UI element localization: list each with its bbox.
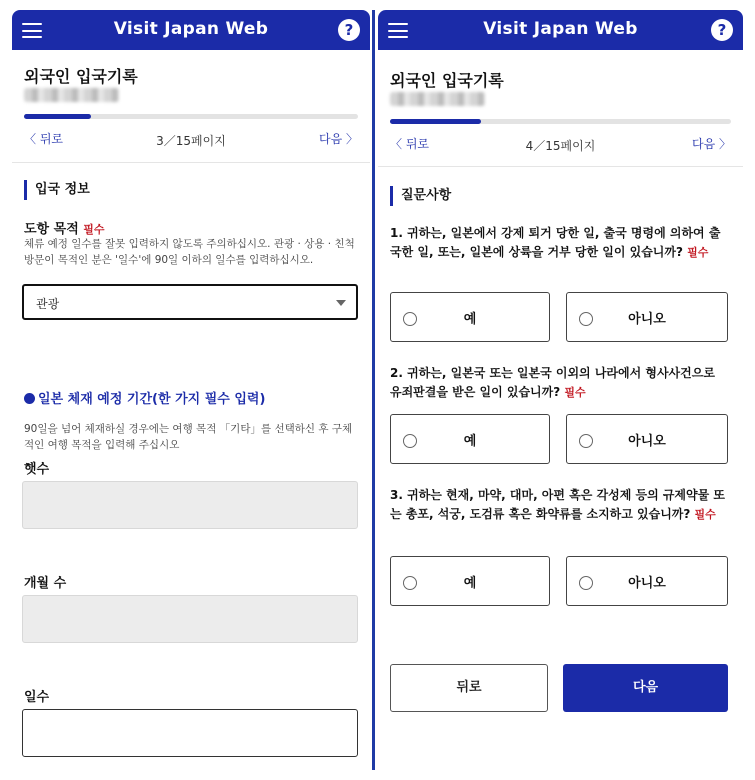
chevron-down-icon	[336, 300, 346, 306]
help-icon[interactable]: ?	[338, 19, 360, 41]
option-label: 아니오	[628, 312, 666, 327]
purpose-description: 체류 예정 일수를 잘못 입력하지 않도록 주의하십시오. 관광 · 상용 · 친척 방문이 목적인 분은 '일수'에 90일 이하의 일수를 입력하십시오.	[24, 238, 355, 266]
page-indicator: 3／15페이지	[156, 134, 226, 148]
stay-period-description: 90일을 넘어 체재하실 경우에는 여행 목적 「기타」를 선택하신 후 구체적인 여행 목적을 입력해 주십시오	[24, 423, 353, 451]
required-badge: 필수	[83, 223, 105, 236]
back-button[interactable]: 뒤로	[390, 664, 548, 712]
option-label: 예	[463, 312, 477, 327]
purpose-select-value: 관광	[36, 297, 60, 311]
purpose-select[interactable]	[22, 284, 358, 320]
required-badge: 필수	[564, 386, 586, 399]
option-label: 아니오	[628, 576, 666, 591]
months-label: 개월 수	[24, 576, 67, 591]
question-1-text: 1. 귀하는, 일본에서 강제 퇴거 당한 일, 출국 명령에 의하여 출국한 일, 또는, 일본에 상륙을 거부 당한 일이 있습니까?	[390, 226, 721, 259]
next-link[interactable]: 다음 〉	[692, 137, 731, 151]
next-button[interactable]: 다음	[563, 664, 728, 712]
app-title: Visit Japan Web	[113, 19, 269, 39]
page-title: 외국인 입국기록	[390, 71, 504, 90]
years-label: 햇수	[24, 462, 50, 477]
back-link[interactable]: 〈 뒤로	[390, 137, 429, 151]
section-title: 입국 정보	[24, 180, 90, 200]
purpose-label	[24, 218, 105, 237]
option-label: 예	[463, 576, 477, 591]
purpose-label-text: 도항 목적	[24, 222, 79, 237]
right-screen	[378, 0, 743, 780]
left-screen	[12, 0, 370, 780]
years-input	[22, 481, 358, 529]
stay-period-heading	[24, 388, 265, 407]
page-indicator: 4／15페이지	[525, 139, 596, 153]
question-1	[390, 224, 729, 262]
required-badge: 필수	[694, 508, 716, 521]
page-nav	[24, 130, 358, 150]
q2-no-option[interactable]	[566, 414, 728, 464]
question-2-text: 2. 귀하는, 일본국 또는 일본국 이외의 나라에서 형사사건으로 유죄판결을 받은 일이 있습니까?	[390, 366, 715, 399]
page-nav	[390, 135, 731, 155]
section-title: 질문사항	[390, 186, 451, 206]
app-header	[12, 10, 370, 50]
back-link[interactable]: 〈 뒤로	[24, 132, 63, 146]
blurred-user-name	[390, 92, 485, 106]
question-3	[390, 486, 729, 524]
next-link[interactable]: 다음 〉	[319, 132, 358, 146]
option-label: 아니오	[628, 434, 666, 449]
required-badge: 필수	[687, 246, 709, 259]
q1-no-option[interactable]	[566, 292, 728, 342]
q2-yes-option[interactable]	[390, 414, 550, 464]
divider	[12, 162, 370, 163]
q1-yes-option[interactable]	[390, 292, 550, 342]
option-label: 예	[463, 434, 477, 449]
progress-fill	[24, 114, 91, 119]
blurred-user-name	[24, 88, 119, 102]
stay-period-heading-text: 일본 체재 예정 기간(한 가지 필수 입력)	[38, 392, 266, 407]
q3-no-option[interactable]	[566, 556, 728, 606]
months-input	[22, 595, 358, 643]
progress-bar	[390, 119, 731, 124]
screen-divider	[372, 10, 375, 770]
question-2	[390, 364, 729, 402]
days-label: 일수	[24, 690, 50, 705]
help-icon[interactable]: ?	[711, 19, 733, 41]
divider	[378, 166, 743, 167]
progress-fill	[390, 119, 481, 124]
bullet-icon	[24, 393, 35, 404]
progress-bar	[24, 114, 358, 119]
page-title: 외국인 입국기록	[24, 67, 138, 86]
q3-yes-option[interactable]	[390, 556, 550, 606]
question-3-text: 3. 귀하는 현재, 마약, 대마, 아편 혹은 각성제 등의 규제약물 또는 총포, 석궁, 도검류 혹은 화약류를 소지하고 있습니까?	[390, 488, 725, 521]
app-header	[378, 10, 743, 50]
days-input[interactable]	[22, 709, 358, 757]
app-title: Visit Japan Web	[483, 19, 638, 39]
